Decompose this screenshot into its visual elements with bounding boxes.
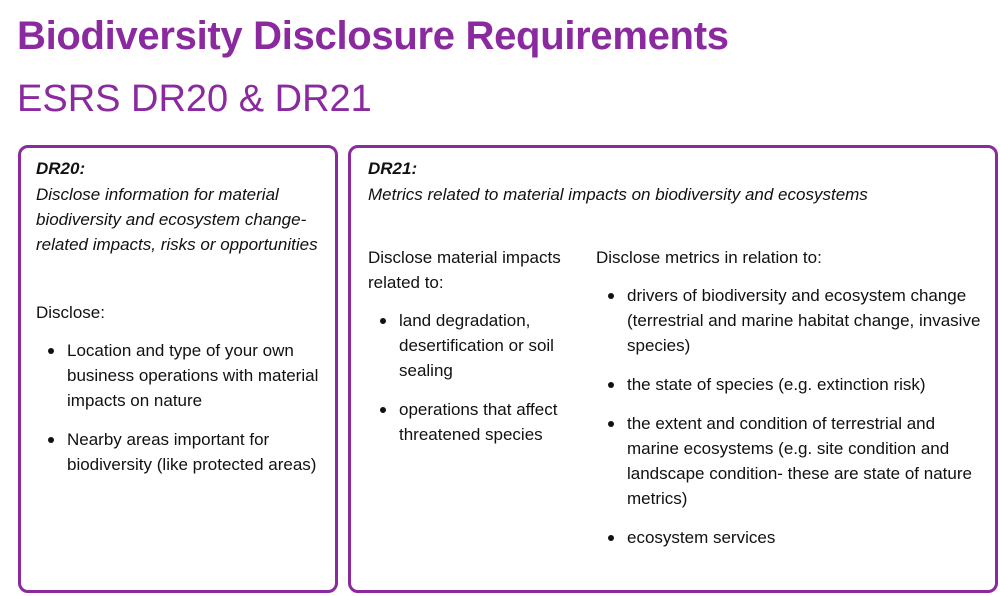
dr20-code: DR20:	[36, 159, 86, 178]
list-item: drivers of biodiversity and ecosystem change (terrestrial and marine habitat change, invasive species)	[596, 283, 981, 358]
dr21-description: Metrics related to material impacts on biodiversity and ecosystems	[368, 185, 868, 204]
list-item: the extent and condition of terrestrial and marine ecosystems (e.g. site condition and landscape condition- these are state of nature metrics)	[596, 411, 981, 511]
dr21-right-list	[596, 283, 981, 564]
dr21-left-list	[368, 308, 573, 461]
dr20-intro: Disclose:	[36, 303, 105, 322]
list-item: the state of species (e.g. extinction risk)	[596, 372, 981, 397]
dr21-card	[348, 145, 998, 593]
dr20-list	[36, 338, 326, 491]
list-item: land degradation, desertification or soil sealing	[368, 308, 573, 383]
dr21-left-intro: Disclose material impacts related to:	[368, 248, 561, 292]
list-item: Location and type of your own business operations with material impacts on nature	[36, 338, 326, 413]
page-subtitle: ESRS DR20 & DR21	[17, 78, 372, 120]
dr20-card	[18, 145, 338, 593]
page-title: Biodiversity Disclosure Requirements	[17, 14, 729, 58]
dr21-code: DR21:	[368, 159, 418, 178]
list-item: ecosystem services	[596, 525, 981, 550]
dr21-right-intro: Disclose metrics in relation to:	[596, 248, 822, 267]
list-item: Nearby areas important for biodiversity (like protected areas)	[36, 427, 326, 477]
list-item: operations that affect threatened species	[368, 397, 573, 447]
dr20-description: Disclose information for material biodiversity and ecosystem change-related impacts, risks or opportunities	[36, 185, 318, 254]
